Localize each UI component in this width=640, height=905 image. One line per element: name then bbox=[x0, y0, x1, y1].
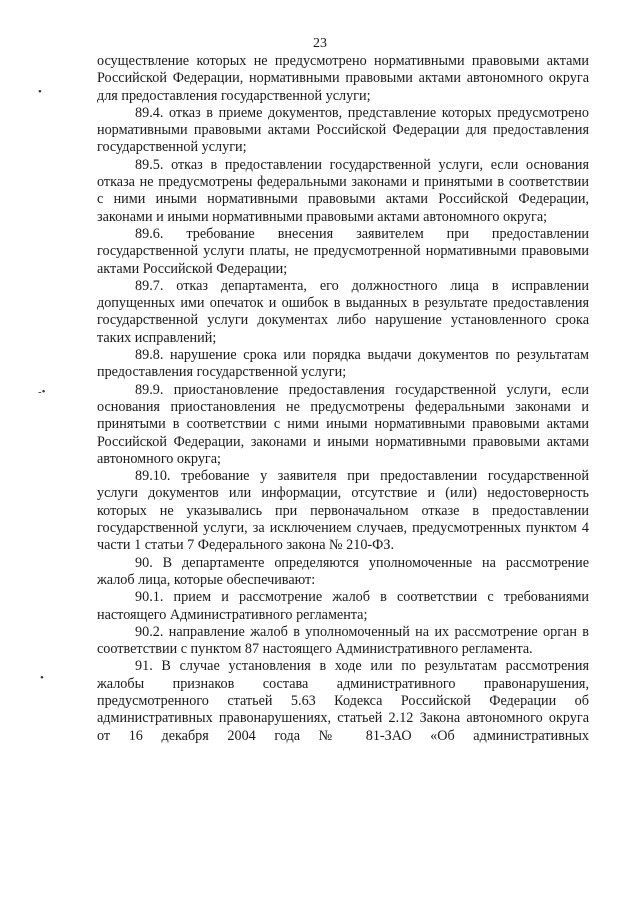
paragraph-90-1: 90.1. прием и рассмотрение жалоб в соответствии с требованиями настоящего Административного регламента; bbox=[97, 589, 589, 623]
margin-mark: • bbox=[40, 672, 44, 684]
paragraph-89-10: 89.10. требование у заявителя при предоставлении государственной услуги документов или информации, отсутствие и (или) недостоверность которых не указывались при первоначальном отказе в предоставлении государственной услуги, за исключением случаев, предусмотренных пунктом 4 части 1 статьи 7 Федерального закона № 210-ФЗ. bbox=[97, 468, 589, 554]
paragraph-89-5: 89.5. отказ в предоставлении государственной услуги, если основания отказа не предусмотрены федеральными законами и принятыми в соответствии с ними иными нормативными правовыми актами Российской Федерации, законами и иными нормативными правовыми актами автономного округа; bbox=[97, 156, 589, 225]
page-number: 23 bbox=[313, 36, 327, 51]
paragraph-90: 90. В департаменте определяются уполномоченные на рассмотрение жалоб лица, которые обеспечивают: bbox=[97, 554, 589, 588]
paragraph-continuation: осуществление которых не предусмотрено нормативными правовыми актами Российской Федерации, нормативными правовыми актами автономного округа для предоставления государственной услуги; bbox=[97, 53, 589, 104]
paragraph-89-7: 89.7. отказ департамента, его должностного лица в исправлении допущенных ими опечаток и ошибок в выданных в результате предоставления государственной услуги документах либо нарушение установленного срока таких исправлений; bbox=[97, 277, 589, 346]
document-body bbox=[97, 53, 589, 745]
paragraph-90-2: 90.2. направление жалоб в уполномоченный на их рассмотрение орган в соответствии с пунктом 87 настоящего Административного регламента. bbox=[97, 623, 589, 658]
margin-mark: -• bbox=[38, 386, 46, 398]
paragraph-89-9: 89.9. приостановление предоставления государственной услуги, если основания приостановления не предусмотрены федеральными законами и принятыми в соответствии с ними иными нормативными правовыми актами Российской Федерации, законами и иными нормативными правовыми актами автономного округа; bbox=[97, 381, 589, 467]
paragraph-89-8: 89.8. нарушение срока или порядка выдачи документов по результатам предоставления государственной услуги; bbox=[97, 347, 589, 381]
paragraph-89-4: 89.4. отказ в приеме документов, представление которых предусмотрено нормативными правовыми актами Российской Федерации для предоставления государственной услуги; bbox=[97, 104, 589, 156]
margin-mark: • bbox=[38, 86, 42, 98]
paragraph-89-6: 89.6. требование внесения заявителем при предоставлении государственной услуги платы, не предусмотренной нормативными правовыми актами Российской Федерации; bbox=[97, 225, 589, 277]
paragraph-91: 91. В случае установления в ходе или по результатам рассмотрения жалобы признаков состава административного правонарушения, предусмотренного статьей 5.63 Кодекса Российской Федерации об административных правонарушениях, статьей 2.12 Закона автономного округа от 16 декабря 2004 года № 81-ЗАО «Об административных bbox=[97, 658, 589, 744]
